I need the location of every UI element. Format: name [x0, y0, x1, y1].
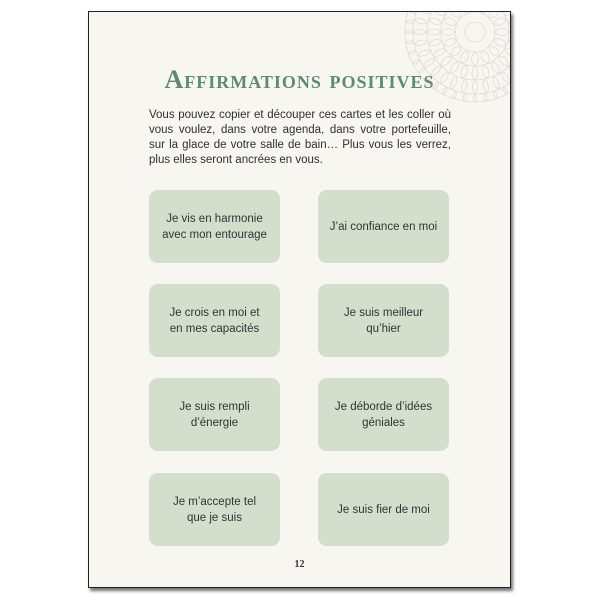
- mandala-petal: [405, 31, 413, 34]
- mandala-petal: [414, 39, 429, 47]
- book-page: [88, 11, 511, 588]
- affirmation-card: Je m’accepte tel que je suis: [149, 473, 280, 546]
- page-number: 12: [294, 559, 305, 570]
- mandala-petal: [408, 50, 417, 55]
- mandala-petal: [406, 20, 414, 24]
- affirmation-card: J’ai confiance en moi: [318, 190, 449, 263]
- mandala-petal: [487, 11, 502, 20]
- mandala-petal: [448, 11, 463, 20]
- affirmation-card: Je déborde d’idées géniales: [318, 378, 449, 451]
- mandala-petal: [441, 29, 455, 36]
- affirmation-card: Je suis meilleur qu’hier: [318, 284, 449, 357]
- mandala-petal: [503, 46, 511, 58]
- mandala-petal: [427, 29, 441, 35]
- mandala-petal: [406, 40, 414, 44]
- page-title: Affirmations positives: [164, 65, 435, 94]
- mandala-petal: [417, 48, 432, 58]
- mandala-petal: [417, 11, 432, 16]
- mandala-petal: [472, 52, 479, 66]
- affirmation-card: Je vis en harmonie avec mon entourage: [149, 190, 280, 263]
- affirmation-card: Je crois en moi et en mes capacités: [149, 284, 280, 357]
- mandala-petal: [428, 17, 443, 26]
- mandala-petal: [474, 94, 477, 102]
- mandala-petal: [510, 81, 511, 89]
- mandala-petal: [414, 17, 429, 25]
- mandala-petal: [495, 29, 509, 36]
- mandala-petal: [428, 38, 443, 47]
- intro-paragraph: Vous pouvez copier et découper ces cartes et les coller où vous voulez, dans votre agenda, dans votre portefeuille, sur la glace de votre salle de bain… Plus vous les verrez, plus elles seront ancrées en vous.: [149, 109, 451, 166]
- mandala-petal: [413, 30, 427, 35]
- affirmation-card: Je suis rempli d’énergie: [149, 378, 280, 451]
- mandala-petal: [408, 11, 417, 14]
- affirmation-card: Je suis fier de moi: [318, 473, 449, 546]
